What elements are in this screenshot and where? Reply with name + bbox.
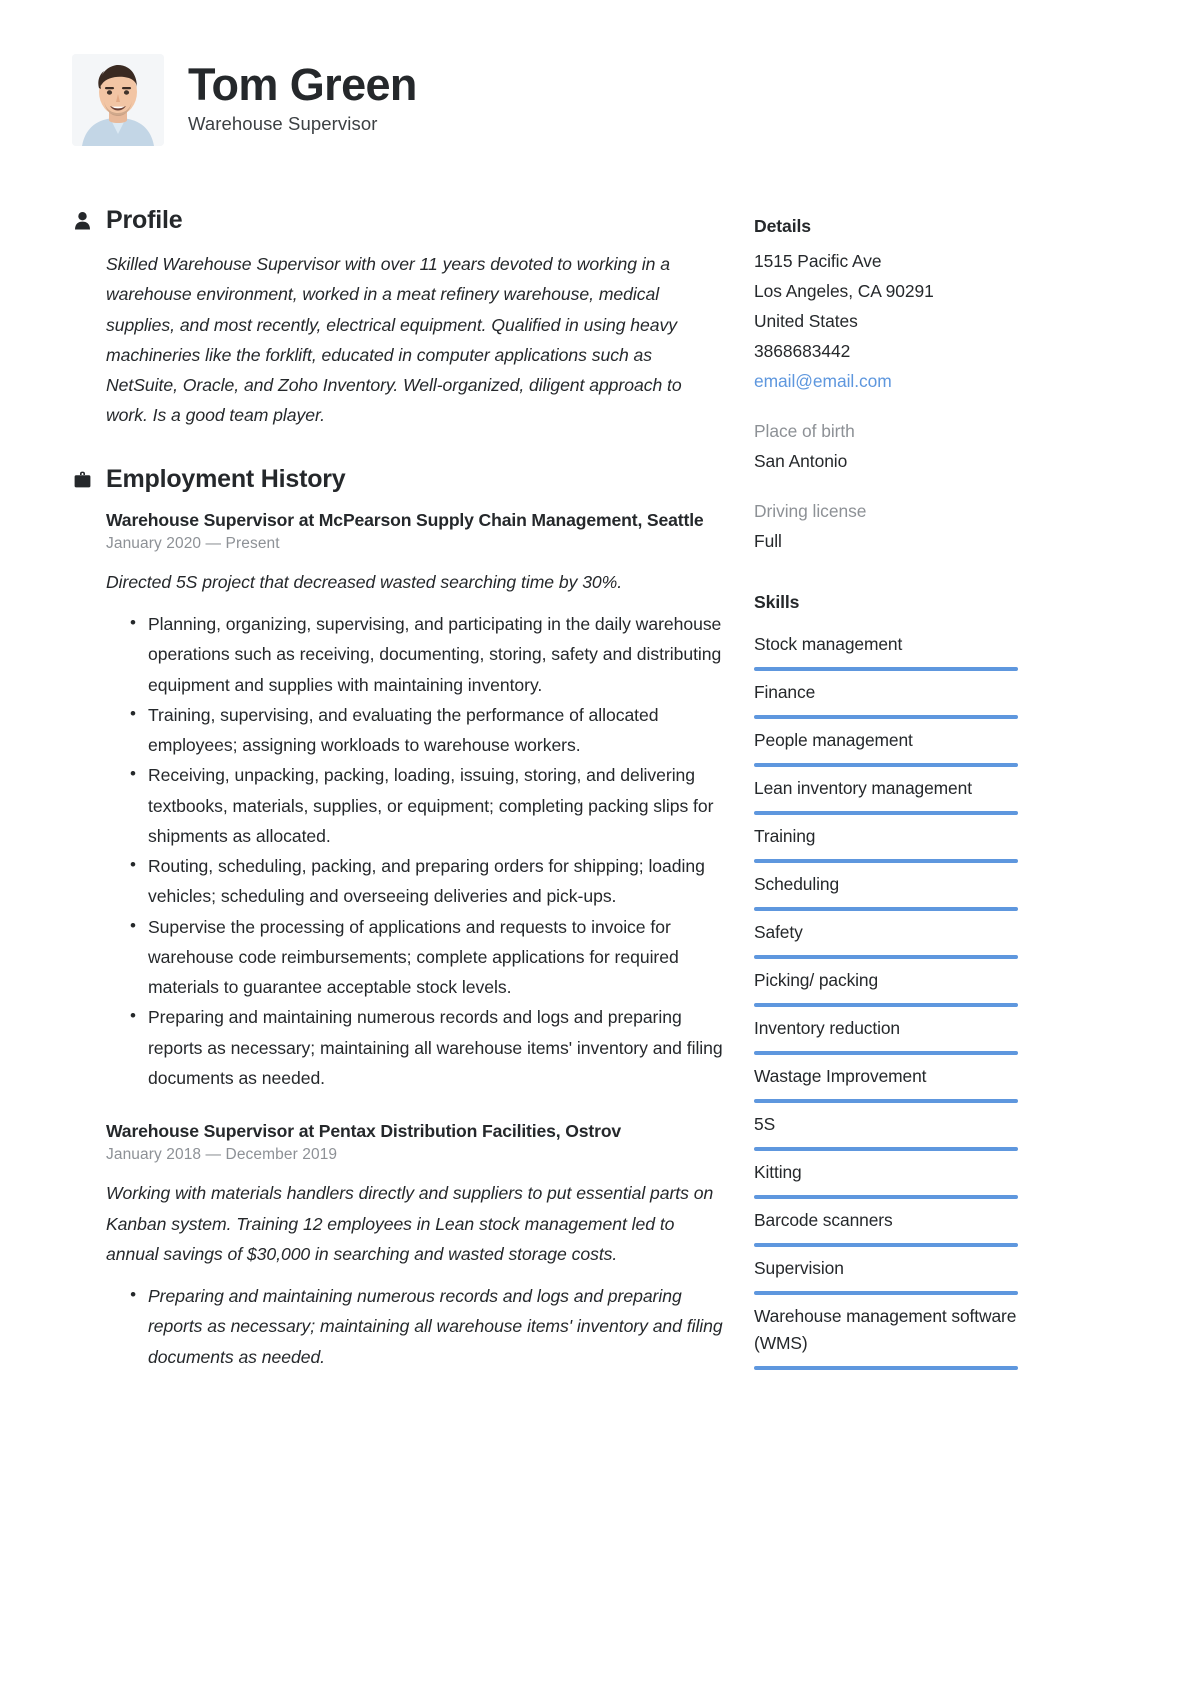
job-bullet-list [106, 609, 724, 1093]
skill-name: Training [754, 826, 816, 847]
list-item: • Preparing and maintaining numerous records and logs and preparing reports as necessary; maintaining all warehouse items' inventory and filing documents as needed. [106, 1281, 724, 1372]
skill-name: Safety [754, 922, 803, 943]
skill-item [754, 1199, 1018, 1247]
email-link[interactable]: email@email.com [754, 370, 892, 391]
resume-header [72, 40, 1118, 160]
skill-level-bar [754, 1366, 1018, 1370]
skill-name: Lean inventory management [754, 778, 972, 799]
skill-name: Finance [754, 682, 816, 703]
address-line-1: 1515 Pacific Ave [754, 251, 882, 271]
job-entry [106, 1119, 724, 1372]
skill-name: Wastage Improvement [754, 1066, 927, 1087]
skill-item [754, 719, 1018, 767]
main-column [72, 206, 724, 1406]
details-section-title: Details [754, 216, 811, 236]
skill-item [754, 1247, 1018, 1295]
skills-section [754, 592, 1018, 1370]
skill-name: Warehouse management software (WMS) [754, 1306, 1017, 1353]
employment-section-header [72, 465, 724, 494]
sidebar-column [754, 206, 1018, 1406]
job-bullet-list [106, 1281, 724, 1372]
job-heading: Warehouse Supervisor at McPearson Supply Chain Management, Seattle [106, 509, 704, 530]
skill-name: People management [754, 730, 913, 751]
job-description: Working with materials handlers directly and suppliers to put essential parts on Kanban system. Training 12 employees in Lean stock management led to annual savings of $30,000 in searching and wasted storage costs. [106, 1183, 714, 1264]
person-photo-icon [72, 54, 164, 146]
job-heading: Warehouse Supervisor at Pentax Distribution Facilities, Ostrov [106, 1121, 622, 1142]
skill-item [754, 1151, 1018, 1199]
name-block [188, 61, 417, 138]
employment-section [72, 465, 724, 1372]
profile-body [72, 249, 724, 431]
skill-item [754, 1103, 1018, 1151]
country: United States [754, 310, 858, 331]
skill-item [754, 1055, 1018, 1103]
list-item: • Planning, organizing, supervising, and participating in the daily warehouse operations such as receiving, documenting, storing, safety and distributing equipment and supplies with maintaining inventory. [106, 609, 724, 700]
profile-text: Skilled Warehouse Supervisor with over 11 years devoted to working in a warehouse environment, worked in a meat refinery warehouse, medical supplies, and most recently, electrical equipment. Qualified in using heavy machineries like the forklift, educated in computer applications such as NetSuite, Oracle, and Zoho Inventory. Well-organized, diligent approach to work. Is a good team player. [106, 254, 682, 426]
skill-name: Stock management [754, 634, 903, 655]
list-item: • Training, supervising, and evaluating the performance of allocated employees; assigning workloads to warehouse workers. [106, 700, 724, 761]
job-description: Directed 5S project that decreased wasted searching time by 30%. [106, 571, 623, 592]
skill-name: Inventory reduction [754, 1018, 901, 1039]
skill-item [754, 911, 1018, 959]
skill-item [754, 815, 1018, 863]
profile-section-title: Profile [106, 206, 183, 234]
place-of-birth-label: Place of birth [754, 420, 855, 441]
phone-number: 3868683442 [754, 340, 851, 361]
skills-section-title: Skills [754, 592, 800, 613]
skill-item [754, 959, 1018, 1007]
avatar [72, 54, 164, 146]
details-section [754, 216, 1018, 556]
skill-name: Barcode scanners [754, 1210, 893, 1231]
skill-item [754, 623, 1018, 671]
job-dates: January 2020 — Present [106, 534, 280, 552]
person-icon [72, 210, 92, 232]
profile-section-header [72, 206, 724, 235]
job-entry [106, 508, 724, 1094]
skill-name: Supervision [754, 1258, 844, 1279]
employment-section-title: Employment History [106, 464, 346, 493]
skill-item [754, 1295, 1018, 1370]
skill-item [754, 671, 1018, 719]
address-line-2: Los Angeles, CA 90291 [754, 280, 934, 301]
profile-section [72, 206, 724, 431]
skill-item [754, 863, 1018, 911]
header-job-title: Warehouse Supervisor [188, 112, 378, 134]
place-of-birth-value: San Antonio [754, 450, 848, 471]
list-item: • Receiving, unpacking, packing, loading, issuing, storing, and delivering textbooks, materials, supplies, or equipment; completing packing slips for shipments as allocated. [106, 760, 724, 851]
skill-name: Scheduling [754, 874, 840, 895]
skill-name: 5S [754, 1114, 776, 1135]
list-item: • Supervise the processing of applications and requests to invoice for warehouse code reimbursements; complete applications for required materials to guarantee acceptable stock levels. [106, 912, 724, 1003]
skill-item [754, 767, 1018, 815]
job-dates: January 2018 — December 2019 [106, 1146, 338, 1164]
page-title: Tom Green [188, 59, 417, 111]
skill-item [754, 1007, 1018, 1055]
briefcase-icon [72, 468, 92, 490]
list-item: • Routing, scheduling, packing, and preparing orders for shipping; loading vehicles; scheduling and overseeing deliveries and pick-ups. [106, 851, 724, 912]
skill-name: Kitting [754, 1162, 802, 1183]
resume-body [72, 206, 1118, 1406]
driving-license-value: Full [754, 530, 782, 551]
skill-name: Picking/ packing [754, 970, 879, 991]
driving-license-label: Driving license [754, 500, 867, 521]
employment-list [72, 508, 724, 1372]
list-item: • Preparing and maintaining numerous records and logs and preparing reports as necessary; maintaining all warehouse items' inventory and filing documents as needed. [106, 1002, 724, 1093]
